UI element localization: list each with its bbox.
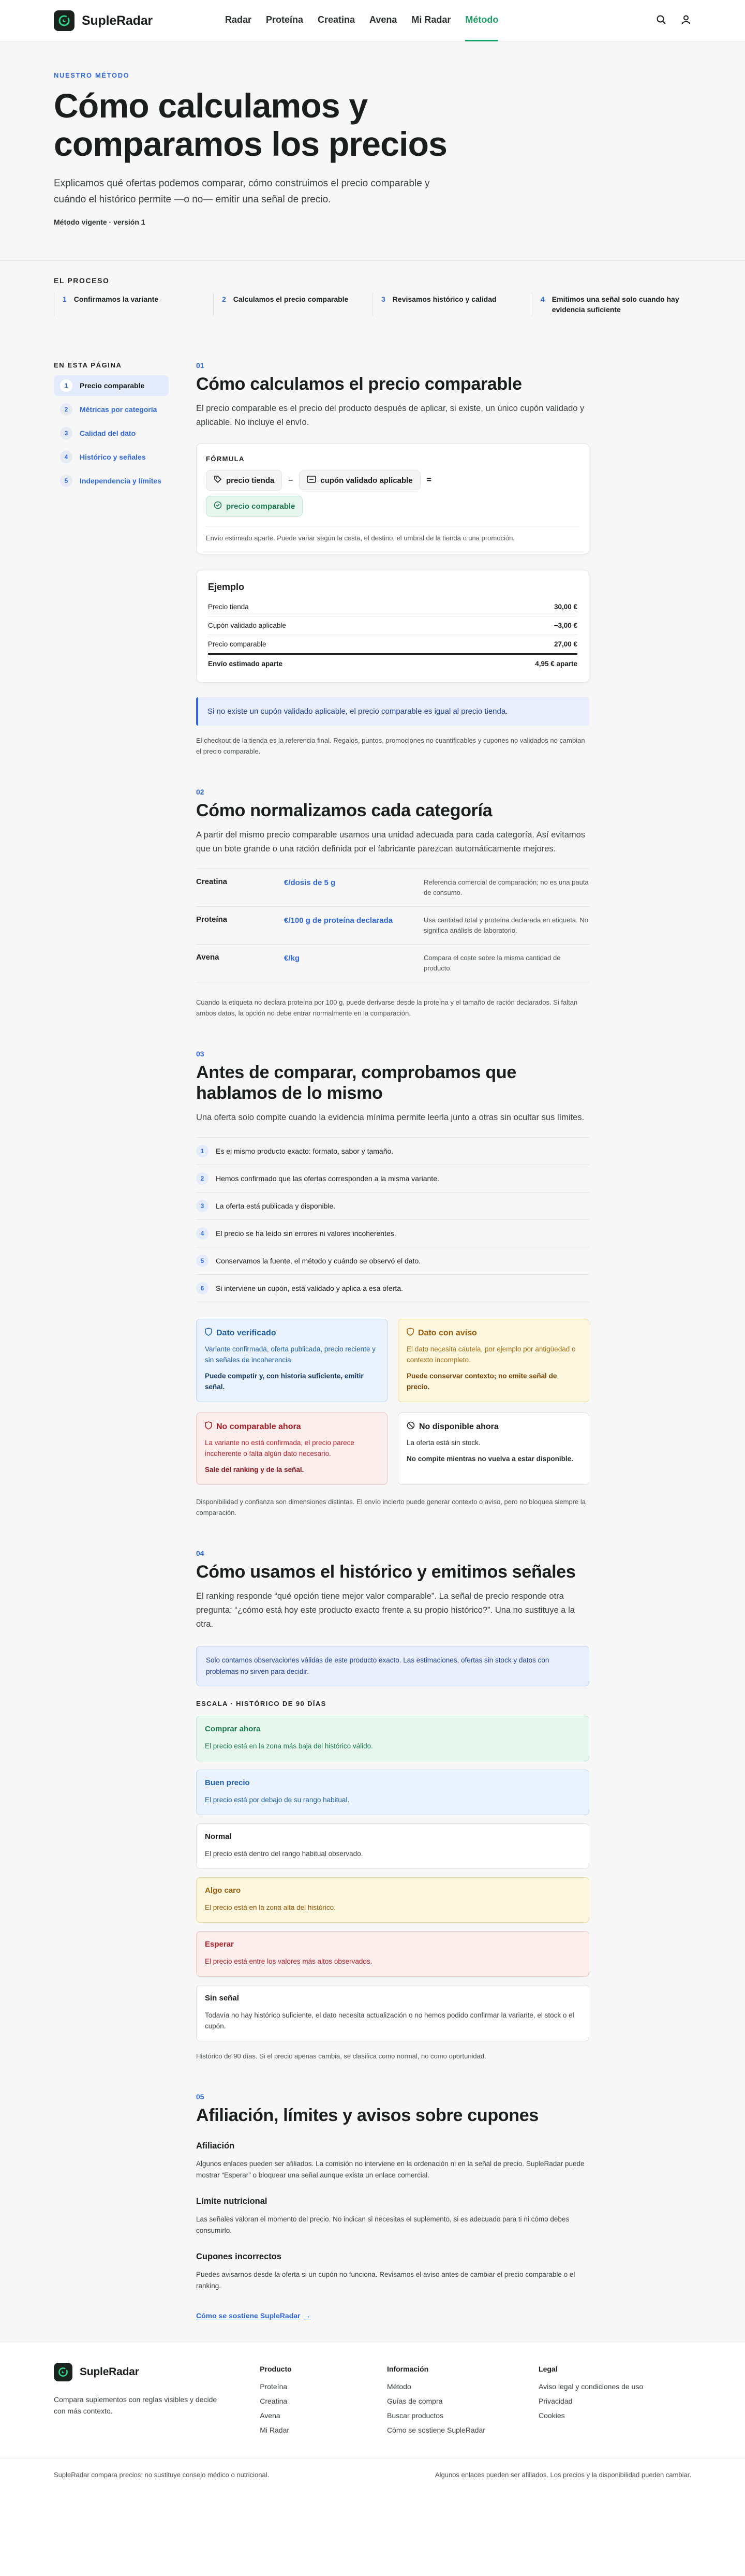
section-precio-comparable (196, 361, 589, 757)
item-number: 2 (196, 1172, 208, 1185)
radar-logo-icon (54, 10, 74, 31)
row-value: 27,00 € (554, 640, 577, 648)
formula-card (196, 443, 589, 554)
arrow-right-icon: → (303, 2312, 311, 2320)
section-footnote: El checkout de la tienda es la referencia final. Regalos, puntos, promociones no cuantificables y cupones no validados no cambian el precio comparable. (196, 737, 585, 755)
checklist-item (196, 1247, 589, 1275)
footer-col-title: Legal (539, 2365, 558, 2373)
equals-operator: = (426, 476, 431, 484)
step-label: Confirmamos la variante (73, 295, 159, 303)
step-number: 2 (222, 295, 226, 303)
table-of-contents (54, 361, 196, 2321)
signal-desc: El precio está en la zona más baja del histórico válido. (205, 1742, 373, 1750)
toc-label: Métricas por categoría (80, 405, 157, 414)
section-title: Afiliación, límites y avisos sobre cupones (196, 2106, 539, 2125)
nav-metodo[interactable]: Método (465, 0, 498, 41)
footer-bottom-bar (0, 2458, 745, 2491)
term-label: cupón validado aplicable (320, 476, 413, 485)
nav-creatina[interactable]: Creatina (318, 14, 355, 25)
history-note: Solo contamos observaciones válidas de este producto exacto. Las estimaciones, ofertas sin stock y datos con problemas no sirven para decidir. (196, 1646, 589, 1686)
toc-number: 2 (60, 403, 72, 416)
subsection-text: Puedes avisarnos desde la oferta si un cupón no funciona. Revisamos el aviso antes de cambiar el precio comparable o el ranking. (196, 2271, 575, 2290)
process-step (532, 293, 691, 316)
formula-term-cupon (299, 470, 420, 490)
step-label: Emitimos una señal solo cuando hay evidencia suficiente (552, 295, 679, 314)
category-row (196, 907, 589, 945)
toc-item-historico[interactable] (54, 447, 169, 467)
signal-buen-precio (196, 1770, 589, 1815)
footer-link[interactable]: Proteína (260, 2382, 288, 2391)
toc-number: 1 (60, 379, 72, 392)
section-title: Cómo normalizamos cada categoría (196, 801, 493, 820)
subsection-limite (196, 2197, 589, 2236)
subsection-afiliacion (196, 2141, 589, 2181)
footer-link[interactable]: Guías de compra (387, 2397, 443, 2405)
toc-label: Histórico y señales (80, 452, 146, 461)
category-name: Avena (196, 953, 219, 962)
process-step (213, 293, 373, 316)
toc-label: Independencia y límites (80, 476, 161, 485)
section-footnote: Disponibilidad y confianza son dimensiones distintas. El envío incierto puede generar contexto o aviso, pero no bloquea siempre la comparación. (196, 1498, 586, 1517)
section-title: Cómo usamos el histórico y emitimos señales (196, 1562, 576, 1582)
example-title: Ejemplo (208, 582, 245, 592)
signal-title: Sin señal (205, 1994, 239, 2003)
page-title: Cómo calculamos y comparamos los precios (54, 86, 448, 163)
toc-number: 4 (60, 451, 72, 463)
category-name: Creatina (196, 877, 228, 886)
link-label: Cómo se sostiene SupleRadar (196, 2312, 301, 2320)
section-historico (196, 1549, 589, 2062)
section-independencia (196, 2093, 589, 2321)
section-lead: Una oferta solo compite cuando la evidencia mínima permite leerla junto a otras sin ocultar sus límites. (196, 1113, 585, 1122)
toc-number: 5 (60, 475, 72, 487)
item-number: 1 (196, 1145, 208, 1157)
check-circle-icon (214, 501, 222, 511)
brand-name: SupleRadar (82, 13, 153, 28)
subsection-title: Límite nutricional (196, 2197, 267, 2206)
signal-desc: Todavía no hay histórico suficiente, el dato necesita actualización o no hemos podido confirmar la variante, el stock o el cupón. (205, 2011, 574, 2030)
row-label: Envío estimado aparte (208, 660, 283, 668)
formula-result (206, 496, 303, 517)
example-card (196, 570, 589, 683)
data-state-grid (196, 1319, 589, 1485)
step-label: Calculamos el precio comparable (233, 295, 349, 303)
toc-number: 3 (60, 427, 72, 439)
state-result: Sale del ranking y de la señal. (205, 1466, 304, 1474)
formula-title: FÓRMULA (206, 455, 245, 463)
section-calidad (196, 1050, 589, 1518)
state-title: No disponible ahora (419, 1422, 499, 1431)
process-steps (0, 261, 745, 344)
shield-x-icon (205, 1421, 212, 1432)
state-desc: Variante confirmada, oferta publicada, precio reciente y sin señales de incoherencia. (205, 1345, 376, 1364)
row-label: Precio tienda (208, 603, 249, 611)
footer-link[interactable]: Cookies (539, 2411, 565, 2420)
toc-item-independencia[interactable] (54, 470, 169, 491)
signal-desc: El precio está dentro del rango habitual observado. (205, 1850, 363, 1858)
toc-title: EN ESTA PÁGINA (54, 361, 122, 369)
signal-desc: El precio está por debajo de su rango habitual. (205, 1796, 350, 1804)
footer-link[interactable]: Cómo se sostiene SupleRadar (387, 2426, 485, 2434)
state-desc: El dato necesita cautela, por ejemplo por antigüedad o contexto incompleto. (407, 1345, 576, 1364)
signal-algo-caro (196, 1877, 589, 1923)
header-actions (656, 14, 691, 27)
item-number: 5 (196, 1255, 208, 1267)
row-value: 4,95 € aparte (535, 660, 577, 668)
toc-item-calidad[interactable] (54, 423, 169, 444)
toc-label: Precio comparable (80, 381, 145, 390)
signal-comprar-ahora (196, 1716, 589, 1761)
tag-icon (214, 475, 222, 485)
shield-check-icon (205, 1328, 212, 1338)
section-lead: A partir del mismo precio comparable usamos una unidad adecuada para cada categoría. Así evitamos que un bote grande o una ración definida por el fabricante parezcan automáticamente mejores. (196, 830, 586, 853)
subsection-title: Afiliación (196, 2141, 235, 2151)
row-label: Cupón validado aplicable (208, 622, 286, 629)
example-row (208, 616, 577, 635)
site-footer (0, 2342, 745, 2458)
state-title: Dato verificado (216, 1328, 276, 1337)
footer-brand-link[interactable] (54, 2363, 260, 2381)
row-value: −3,00 € (554, 622, 577, 629)
example-row (208, 598, 577, 616)
signal-sin-senal (196, 1985, 589, 2041)
checklist (196, 1137, 589, 1302)
step-number: 4 (541, 295, 545, 303)
category-row (196, 869, 589, 907)
state-title: Dato con aviso (418, 1328, 477, 1337)
signal-desc: El precio está en la zona alta del histórico. (205, 1904, 336, 1911)
signal-title: Esperar (205, 1940, 234, 1949)
footer-link[interactable]: Mi Radar (260, 2426, 290, 2434)
scale-title: ESCALA · HISTÓRICO DE 90 DÍAS (196, 1700, 326, 1707)
signal-title: Buen precio (205, 1778, 250, 1787)
section-lead: El ranking responde “qué opción tiene mejor valor comparable”. La señal de precio responde otra pregunta: “¿cómo está hoy este producto exacto frente a su propio histórico?”. Una no sustituye a la otra. (196, 1592, 575, 1629)
item-text: El precio se ha leído sin errores ni valores incoherentes. (216, 1229, 396, 1238)
minus-operator: – (288, 476, 293, 484)
main-content (0, 344, 745, 2342)
main-nav (225, 0, 498, 41)
state-card-verificado (196, 1319, 388, 1402)
how-supleradar-link[interactable] (196, 2312, 311, 2320)
term-label: precio tienda (226, 476, 275, 485)
item-text: La oferta está publicada y disponible. (216, 1202, 336, 1210)
formula-note: Envío estimado aparte. Puede variar según la cesta, el destino, el umbral de la tienda o una promoción. (206, 526, 579, 543)
category-desc: Usa cantidad total y proteína declarada en etiqueta. No significa análisis de laboratorio. (424, 916, 588, 934)
item-text: Si interviene un cupón, está validado y aplica a esa oferta. (216, 1284, 403, 1292)
state-result: Puede conservar contexto; no emite señal de precio. (407, 1372, 557, 1391)
section-number: 04 (196, 1549, 204, 1557)
item-number: 4 (196, 1227, 208, 1240)
row-label: Precio comparable (208, 640, 266, 648)
subsection-cupones (196, 2252, 589, 2292)
info-callout: Si no existe un cupón validado aplicable, el precio comparable es igual al precio tienda. (196, 697, 589, 726)
footer-col-legal (539, 2363, 691, 2437)
category-table (196, 869, 589, 982)
section-title: Antes de comparar, comprobamos que hablamos de lo mismo (196, 1063, 516, 1103)
hero-lead: Explicamos qué ofertas podemos comparar, cómo construimos el precio comparable y cuándo el histórico permite —o no— emitir una señal de precio. (54, 178, 430, 205)
nav-avena[interactable]: Avena (369, 14, 397, 25)
checklist-item (196, 1165, 589, 1193)
footer-link[interactable]: Creatina (260, 2397, 288, 2405)
state-desc: La oferta está sin stock. (407, 1439, 481, 1447)
checklist-item (196, 1193, 589, 1220)
disclaimer-left: SupleRadar compara precios; no sustituye consejo médico o nutricional. (54, 2471, 270, 2479)
item-number: 6 (196, 1282, 208, 1294)
signal-title: Normal (205, 1832, 232, 1841)
footer-link[interactable]: Privacidad (539, 2397, 573, 2405)
footer-col-informacion (387, 2363, 539, 2437)
category-name: Proteína (196, 915, 228, 924)
example-row (208, 635, 577, 653)
item-number: 3 (196, 1200, 208, 1212)
brand-logo-link[interactable] (54, 10, 153, 31)
result-label: precio comparable (226, 502, 295, 511)
step-number: 3 (381, 295, 385, 303)
hero-eyebrow: NUESTRO MÉTODO (54, 71, 130, 79)
checklist-item (196, 1137, 589, 1165)
signal-title: Comprar ahora (205, 1725, 261, 1733)
category-desc: Compara el coste sobre la misma cantidad de producto. (424, 954, 561, 972)
warning-icon (407, 1328, 414, 1338)
toc-label: Calidad del dato (80, 429, 136, 437)
footer-description: Compara suplementos con reglas visibles y decide con más contexto. (54, 2395, 217, 2415)
section-title: Cómo calculamos el precio comparable (196, 374, 522, 394)
site-header (0, 0, 745, 41)
state-card-no-disponible (398, 1412, 589, 1485)
signal-desc: El precio está entre los valores más altos observados. (205, 1957, 373, 1965)
state-card-aviso (398, 1319, 589, 1402)
checklist-item (196, 1275, 589, 1302)
signal-esperar (196, 1931, 589, 1977)
category-desc: Referencia comercial de comparación; no es una pauta de consumo. (424, 878, 589, 896)
section-number: 03 (196, 1050, 204, 1058)
signal-normal (196, 1823, 589, 1869)
section-number: 02 (196, 788, 204, 796)
subsection-text: Las señales valoran el momento del precio. No indican si necesitas el suplemento, si es adecuado para ti ni cómo debes consumirlo. (196, 2215, 570, 2234)
state-card-no-comparable (196, 1412, 388, 1485)
item-text: Hemos confirmado que las ofertas corresponden a la misma variante. (216, 1174, 439, 1183)
footer-col-title: Información (387, 2365, 429, 2373)
nav-radar[interactable]: Radar (225, 14, 251, 25)
section-metricas (196, 788, 589, 1019)
state-desc: La variante no está confirmada, el precio parece incoherente o falta algún dato necesario. (205, 1439, 354, 1458)
footer-link[interactable]: Avena (260, 2411, 280, 2420)
process-step (54, 293, 213, 316)
footer-col-title: Producto (260, 2365, 292, 2373)
coupon-icon (307, 476, 316, 485)
step-number: 1 (63, 295, 67, 303)
section-number: 01 (196, 361, 204, 370)
brand-name: SupleRadar (80, 2366, 139, 2378)
section-footnote: Cuando la etiqueta no declara proteína por 100 g, puede derivarse desde la proteína y el tamaño de ración declarados. Si faltan ambos datos, la opción no debe entrar normalmente en la comparación. (196, 998, 578, 1017)
circle-slash-icon (407, 1421, 415, 1432)
nav-mi-radar[interactable]: Mi Radar (411, 14, 451, 25)
category-row (196, 945, 589, 982)
nav-proteina[interactable]: Proteína (265, 14, 303, 25)
user-icon[interactable] (681, 14, 691, 27)
state-result: Puede competir y, con historia suficiente, emitir señal. (205, 1372, 364, 1391)
footer-link[interactable]: Buscar productos (387, 2411, 443, 2420)
item-text: Es el mismo producto exacto: formato, sabor y tamaño. (216, 1147, 394, 1155)
footer-link[interactable]: Método (387, 2382, 411, 2391)
signal-title: Algo caro (205, 1886, 241, 1895)
radar-logo-icon (54, 2363, 72, 2381)
category-metric: €/dosis de 5 g (284, 878, 336, 887)
category-metric: €/kg (284, 954, 300, 963)
toc-item-precio-comparable[interactable] (54, 375, 169, 396)
footer-col-producto (260, 2363, 387, 2437)
disclaimer-right: Algunos enlaces pueden ser afiliados. Los precios y la disponibilidad pueden cambiar. (435, 2471, 691, 2479)
process-title: EL PROCESO (54, 276, 110, 285)
subsection-text: Algunos enlaces pueden ser afiliados. La comisión no interviene en la ordenación ni en la señal de precio. SupleRadar puede mostrar “Esperar” o bloquear una señal aunque exista un enlace comercial. (196, 2160, 585, 2179)
state-title: No comparable ahora (216, 1422, 301, 1431)
state-result: No compite mientras no vuelva a estar disponible. (407, 1455, 573, 1463)
category-metric: €/100 g de proteína declarada (284, 916, 393, 925)
method-version: Método vigente · versión 1 (54, 218, 145, 226)
hero (0, 41, 745, 261)
item-text: Conservamos la fuente, el método y cuándo se observó el dato. (216, 1257, 421, 1265)
row-value: 30,00 € (554, 603, 577, 611)
subsection-title: Cupones incorrectos (196, 2252, 282, 2261)
article (196, 361, 589, 2321)
search-icon[interactable] (656, 14, 666, 27)
step-label: Revisamos histórico y calidad (392, 295, 497, 303)
example-total (208, 653, 577, 673)
process-step (373, 293, 532, 316)
section-footnote: Histórico de 90 días. Si el precio apenas cambia, se clasifica como normal, no como oportunidad. (196, 2052, 486, 2060)
section-lead: El precio comparable es el precio del producto después de aplicar, si existe, un único cupón validado y aplicable. No incluye el envío. (196, 404, 585, 427)
section-number: 05 (196, 2093, 204, 2101)
checklist-item (196, 1220, 589, 1247)
toc-item-metricas[interactable] (54, 399, 169, 420)
formula-term-precio-tienda (206, 470, 282, 491)
footer-link[interactable]: Aviso legal y condiciones de uso (539, 2382, 644, 2391)
